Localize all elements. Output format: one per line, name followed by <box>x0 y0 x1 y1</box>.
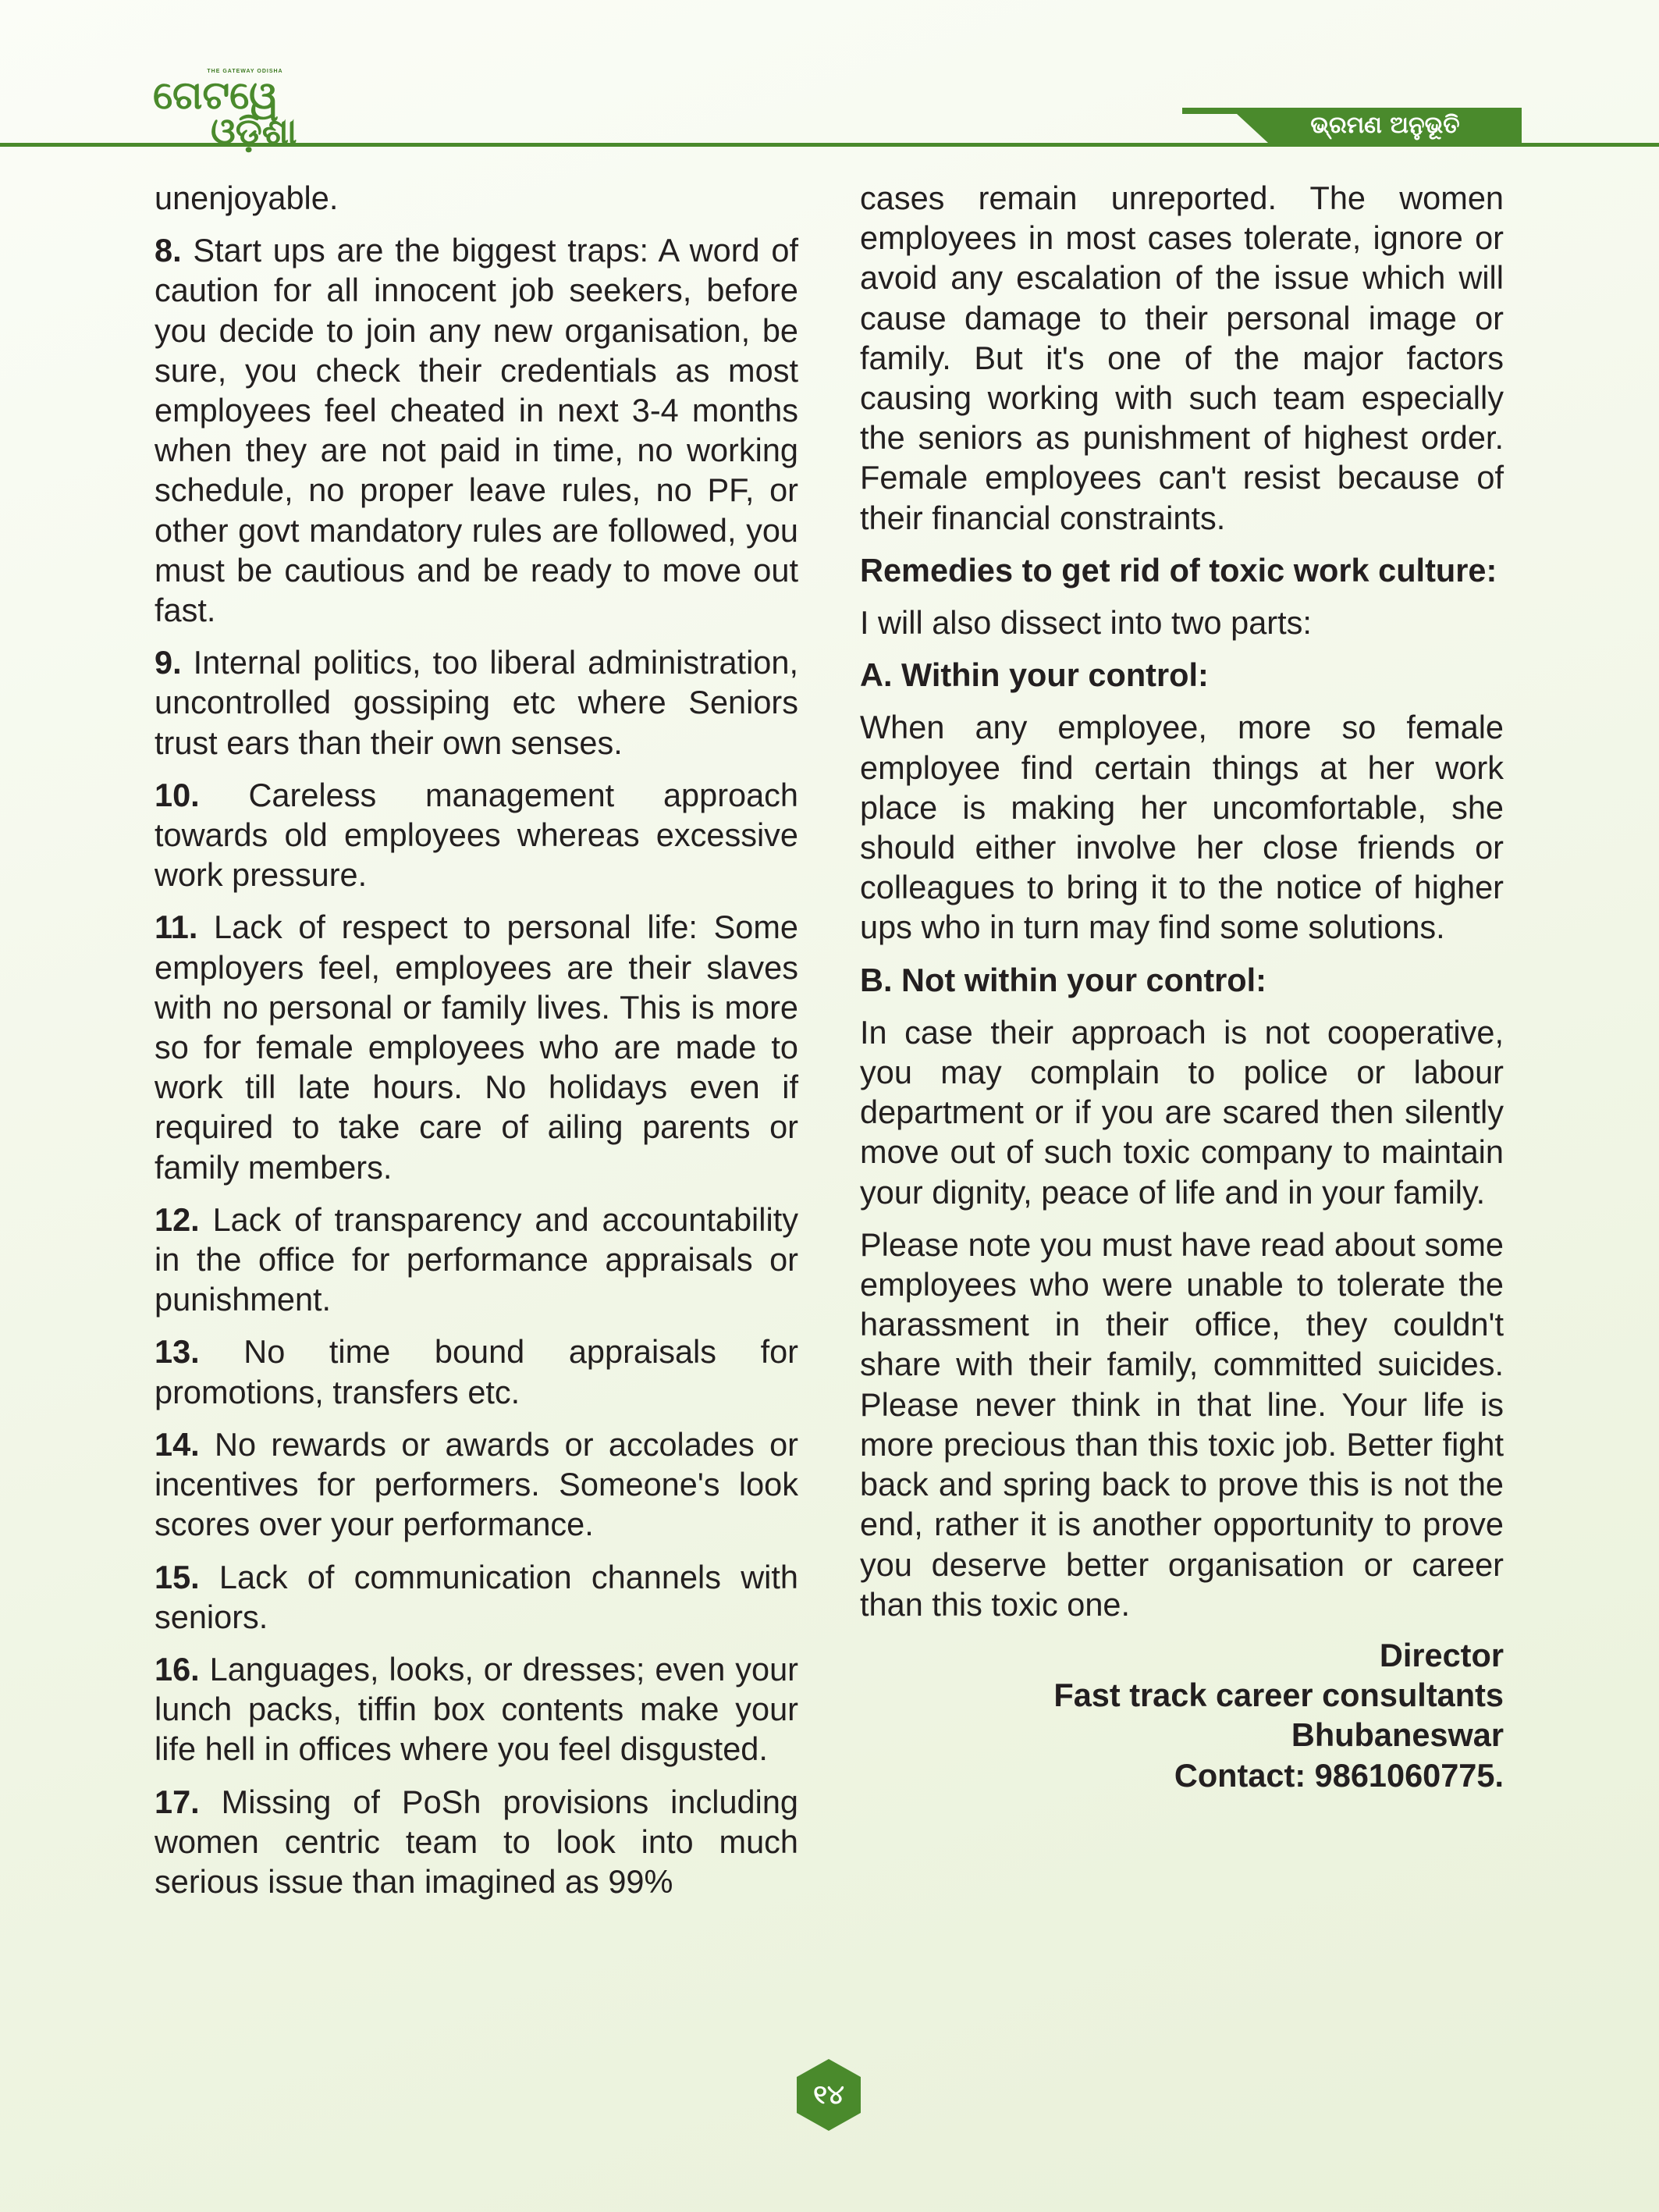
list-item <box>155 230 798 630</box>
left-opening: unenjoyable. <box>155 180 339 216</box>
section-tag-label: ଭ୍ରମଣ ଅନୁଭୂତି <box>1310 112 1460 139</box>
part-b-paragraph: In case their approach is not cooperative, you may complain to police or labour department or if you are scared then silently move out of such toxic company to maintain your dignity, peace of life and in your family. <box>860 1013 1504 1211</box>
part-a-heading: A. Within your control: <box>860 656 1209 694</box>
item-number: 11. <box>155 909 198 946</box>
list-item <box>155 1200 798 1320</box>
left-column <box>155 178 798 1914</box>
list-item <box>155 1649 798 1769</box>
logo-title-line2: ଓଡ଼ିଶା <box>211 110 297 152</box>
right-column <box>860 178 1504 1795</box>
item-number: 10. <box>155 776 200 813</box>
page-number: ୧୪ <box>813 2079 844 2111</box>
item-number: 12. <box>155 1200 200 1238</box>
section-tag <box>1182 108 1522 143</box>
item-text: Start ups are the biggest traps: A word of caution for all innocent job seekers, before you decide to join any new organisation, be sure, you check their credentials as most employees feel cheated in next 3-4 months when they are not paid in time, no working schedule, no proper leave rules, no PF, or other govt mandatory rules are followed, you must be cautious and be ready to move out fast. <box>155 232 798 629</box>
remedies-intro: I will also dissect into two parts: <box>860 604 1312 642</box>
item-text: Lack of transparency and accountability in the office for performance appraisals or punishment. <box>155 1200 798 1318</box>
item-text: Languages, looks, or dresses; even your lunch packs, tiffin box contents make your life hell in offices where you feel disgusted. <box>155 1650 798 1768</box>
remedies-heading: Remedies to get rid of toxic work culture: <box>860 551 1497 589</box>
item-text: No rewards or awards or accolades or incentives for performers. Someone's look scores over your performance. <box>155 1425 798 1543</box>
list-item <box>155 775 798 895</box>
signature-organisation: Fast track career consultants <box>1053 1677 1504 1714</box>
list-item <box>155 1424 798 1545</box>
continuation-paragraph: cases remain unreported. The women employees in most cases tolerate, ignore or avoid any escalation of the issue which will cause damage to their personal image or family. But it's one of the major factors causing working with such team especially the seniors as punishment of highest order. Female employees can't resist because of their financial constraints. <box>860 180 1504 536</box>
item-text: Internal politics, too liberal administration, uncontrolled gossiping etc where Seniors trust ears than their own senses. <box>155 644 798 761</box>
item-text: No time bound appraisals for promotions, transfers etc. <box>155 1333 798 1410</box>
item-text: Lack of respect to personal life: Some employers feel, employees are their slaves with no personal or family lives. This is more so for female employees who are made to work till late hours. No holidays even if required to take care of ailing parents or family members. <box>155 909 798 1186</box>
item-number: 9. <box>155 644 182 681</box>
closing-paragraph: Please note you must have read about some employees who were unable to tolerate the harassment in their office, they couldn't share with their family, committed suicides. Please never think in that line. Your life is more precious than this toxic job. Better fight back and spring back to prove this is not the end, rather it is another opportunity to prove you deserve better organisation or career than this toxic one. <box>860 1225 1504 1623</box>
signature-title: Director <box>1379 1636 1504 1673</box>
logo-title-line1: ଗେଟୱେ <box>153 73 279 118</box>
item-text: Lack of communication channels with seniors. <box>155 1558 798 1635</box>
author-signature <box>860 1635 1504 1795</box>
item-number: 15. <box>155 1558 200 1595</box>
list-item <box>155 1782 798 1902</box>
part-a-paragraph: When any employee, more so female employee find certain things at her work place is making her uncomfortable, she should either involve her close friends or colleagues to bring it to the notice of higher ups who in turn may find some solutions. <box>860 709 1504 946</box>
item-text: Careless management approach towards old employees whereas excessive work pressure. <box>155 776 798 894</box>
page-number-badge <box>795 2057 862 2132</box>
magazine-logo <box>153 69 337 152</box>
part-b-heading: B. Not within your control: <box>860 961 1266 998</box>
item-text: Missing of PoSh provisions including women centric team to look into much serious issue than imagined as 99% <box>155 1783 798 1900</box>
list-item <box>155 1557 798 1637</box>
signature-contact: Contact: 9861060775. <box>1174 1756 1504 1794</box>
item-number: 13. <box>155 1333 200 1371</box>
list-item <box>155 642 798 763</box>
item-number: 17. <box>155 1783 200 1820</box>
item-number: 8. <box>155 232 182 269</box>
logo-tagline: THE GATEWAY ODISHA <box>207 69 283 74</box>
signature-city: Bhubaneswar <box>1291 1716 1504 1754</box>
item-number: 16. <box>155 1650 200 1687</box>
item-number: 14. <box>155 1425 200 1463</box>
list-item <box>155 1332 798 1411</box>
list-item <box>155 907 798 1186</box>
